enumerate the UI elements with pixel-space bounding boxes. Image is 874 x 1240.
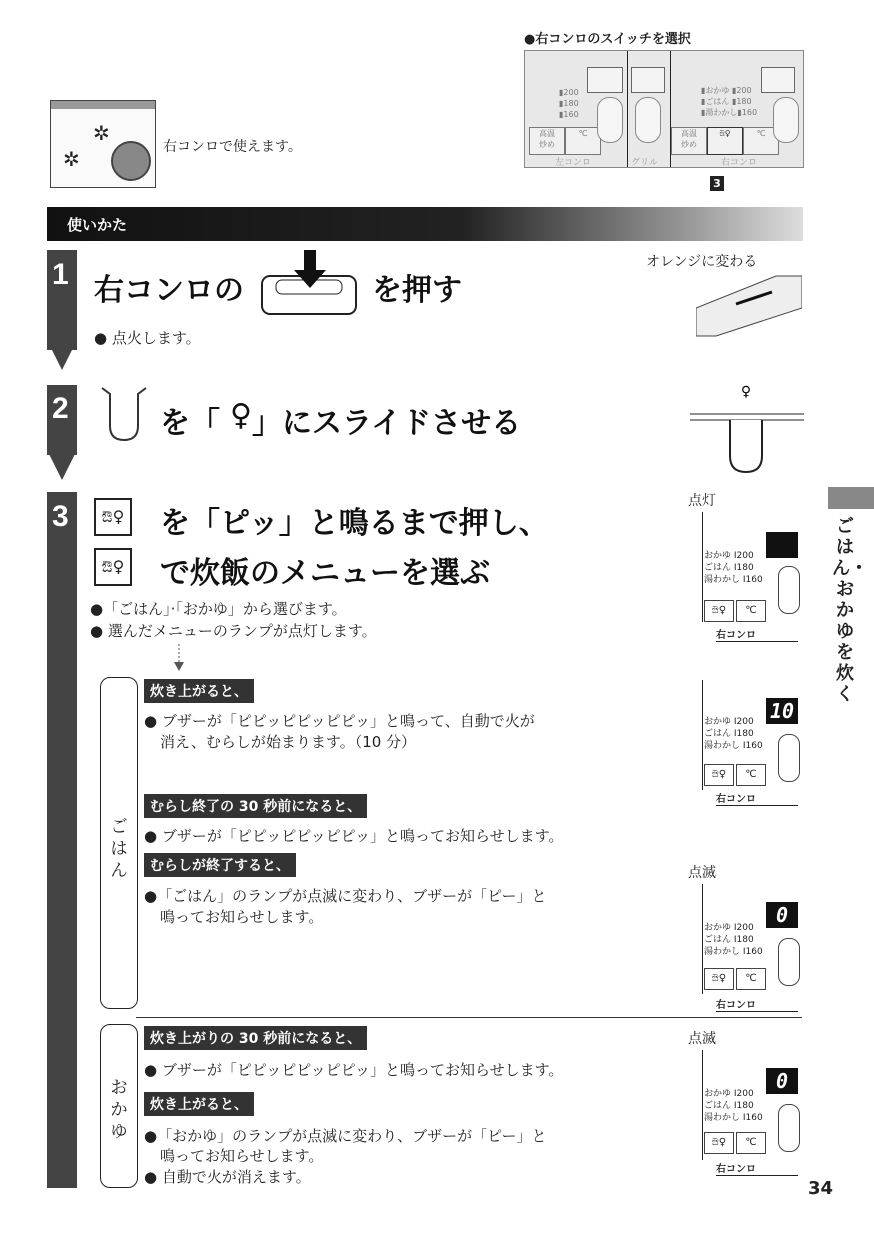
step-3-number: 3 (52, 500, 69, 533)
celsius-key: ℃ (736, 600, 766, 622)
rice-key: ಔ♀ (704, 1132, 734, 1154)
mini-menu: おかゆ I200 ごはん I180 湯わかし I160 (704, 551, 763, 585)
gohan-tab (100, 677, 138, 1009)
step-2-title-a: を「 (160, 406, 220, 441)
step-2-title-b: 」にスライドさせる (252, 406, 522, 441)
okayu-tab-char: お (110, 1078, 128, 1098)
mini-panel-2 (688, 680, 800, 806)
mini-panel-caption: 右コンロ (716, 1160, 798, 1176)
gohan-tab-char: は (110, 839, 128, 859)
pot-symbol-icon: ♀ (230, 398, 252, 433)
okayu-header-2: 炊き上がると、 (144, 1092, 254, 1116)
rice-key: ಔ♀ (704, 764, 734, 786)
okayu-text-2b: 鳴ってお知らせします。 (160, 1147, 324, 1165)
control-panel-title: ●右コンロのスイッチを選択 (524, 32, 691, 47)
mini-menu: おかゆ I200 ごはん I180 湯わかし I160 (704, 923, 763, 957)
celsius-key: ℃ (736, 764, 766, 786)
rice-key: ಔ♀ (707, 127, 743, 155)
mini-panel-label: 点滅 (688, 865, 716, 881)
mini-menu: おかゆ I200 ごはん I180 湯わかし I160 (704, 717, 763, 751)
stove-illustration (50, 100, 156, 188)
mini-panel-4 (688, 1028, 800, 1178)
gohan-tab-char: ん (110, 861, 128, 881)
okayu-header-1: 炊き上がりの 30 秒前になると、 (144, 1026, 367, 1050)
mini-panel-caption: 右コンロ (716, 790, 798, 806)
grill-up-down (635, 97, 661, 143)
step-2-arrow (47, 450, 77, 482)
rice-key-icon: ಔ♀ (94, 548, 132, 586)
okayu-text-3: ● 自動で火が消えます。 (144, 1168, 311, 1186)
gohan-text-1b: 消え、むらしが始まります。（10 分） (160, 733, 417, 751)
stove-caption: 右コンロで使えます。 (163, 139, 302, 155)
svg-text:♀: ♀ (740, 384, 752, 400)
rice-key-icon: ಔ♀ (94, 498, 132, 536)
step-1-title-b: を押す (372, 273, 462, 308)
rice-key: ಔ♀ (704, 968, 734, 990)
side-tab-marker (828, 487, 874, 509)
lever-illustration (690, 380, 804, 476)
page-number: 34 (808, 1178, 834, 1199)
up-down-button (778, 734, 800, 782)
step-marker: 3 (710, 176, 724, 191)
step-1-note: ● 点火します。 (94, 329, 201, 347)
step-3-column (47, 492, 77, 1188)
burner-icon: ✲ (63, 147, 80, 171)
mini-panel-display: 0 (766, 902, 798, 928)
okayu-tab (100, 1024, 138, 1188)
section-header (47, 207, 803, 241)
mini-panel-caption: 右コンロ (716, 996, 798, 1012)
slide-lever-icon (96, 384, 152, 444)
left-display (587, 67, 623, 93)
gohan-header-3: むらしが終了すると、 (144, 853, 296, 877)
okayu-tab-char: か (110, 1100, 128, 1120)
gohan-text-3a: ●「ごはん」のランプが点滅に変わり、ブザーが「ピー」と (144, 887, 547, 905)
up-down-button (778, 566, 800, 614)
dotted-arrow (172, 644, 186, 674)
gohan-text-2: ● ブザーが「ピピッピピッピピッ」と鳴ってお知らせします。 (144, 827, 564, 845)
right-display (761, 67, 795, 93)
ignition-switch-icon (258, 250, 362, 320)
pot-icon (111, 141, 151, 181)
right-celsius-button: ℃ (743, 127, 779, 155)
quick-fry-button: 高温 炒め (529, 127, 565, 155)
mini-menu: おかゆ I200 ごはん I180 湯わかし I160 (704, 1089, 763, 1123)
up-down-button (778, 1104, 800, 1152)
step-3-line-1: を「ピッ」と鳴るまで押し、 (160, 506, 549, 541)
step-3-note-2: ● 選んだメニューのランプが点灯します。 (90, 622, 377, 640)
mini-panel-1 (688, 490, 800, 640)
step-1-arrow (47, 340, 77, 372)
side-tab-title: ごはん・おかゆを炊く (832, 516, 868, 705)
step-3-note-1: ●「ごはん」·「おかゆ」から選びます。 (90, 600, 347, 618)
mini-panel-display (766, 532, 798, 558)
grill-label: グリル (631, 158, 659, 168)
gohan-header-1: 炊き上がると、 (144, 679, 254, 703)
celsius-key: ℃ (736, 1132, 766, 1154)
section-title: 使いかた (67, 216, 128, 234)
step-1-number: 1 (52, 258, 69, 291)
mini-panel-3 (688, 862, 800, 1012)
right-burner-label: 右コンロ (721, 158, 758, 168)
okayu-text-2a: ●「おかゆ」のランプが点滅に変わり、ブザーが「ピー」と (144, 1127, 547, 1145)
right-up-down (773, 97, 799, 143)
step-2-number: 2 (52, 392, 69, 425)
rice-key: ಔ♀ (704, 600, 734, 622)
step-3-line-2: で炊飯のメニューを選ぶ (160, 556, 490, 591)
up-down-button (778, 938, 800, 986)
orange-callout: オレンジに変わる (646, 254, 758, 270)
okayu-tab-char: ゆ (110, 1122, 128, 1142)
gohan-header-2: むらし終了の 30 秒前になると、 (144, 794, 367, 818)
burner-icon: ✲ (93, 121, 110, 145)
left-up-down (597, 97, 623, 143)
switch-lit-illustration (696, 268, 802, 338)
mini-panel-label: 点滅 (688, 1031, 716, 1047)
mini-panel-caption: 右コンロ (716, 626, 798, 642)
gohan-tab-char: ご (110, 817, 128, 837)
step-1-title-a: 右コンロの (94, 273, 244, 308)
left-burner-label: 左コンロ (555, 158, 592, 168)
control-panel-illustration (524, 50, 804, 168)
mini-panel-display: 0 (766, 1068, 798, 1094)
left-temp-list: ▮200 ▮180 ▮160 (559, 88, 579, 119)
mini-panel-display: 10 (766, 698, 798, 724)
right-menu-list: ▮おかゆ ▮200 ▮ごはん ▮180 ▮湯わかし▮160 (701, 86, 758, 117)
mini-panel-label: 点灯 (688, 493, 716, 509)
left-celsius-button: ℃ (565, 127, 601, 155)
grill-display (631, 67, 665, 93)
okayu-text-1: ● ブザーが「ピピッピピッピピッ」と鳴ってお知らせします。 (144, 1061, 564, 1079)
right-quick-fry-button: 高温 炒め (671, 127, 707, 155)
celsius-key: ℃ (736, 968, 766, 990)
gohan-text-1a: ● ブザーが「ピピッピピッピピッ」と鳴って、自動で火が (144, 712, 535, 730)
gohan-text-3b: 鳴ってお知らせします。 (160, 908, 324, 926)
divider (136, 1017, 802, 1018)
